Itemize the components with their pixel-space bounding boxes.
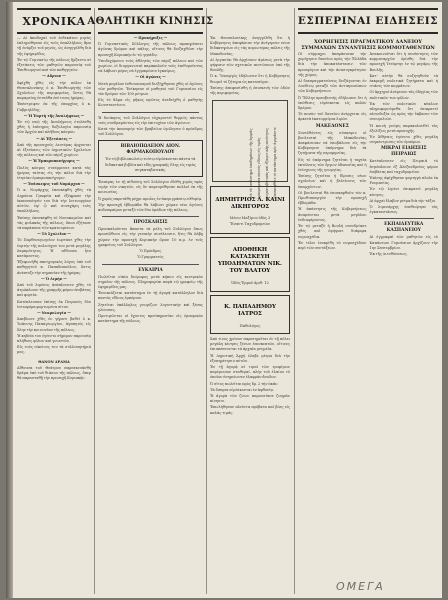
advertisement-doctor: Κ. ΠΑΠΑΔΗΜΟΥ ΙΑΤΡΟΣ Παθολόγος bbox=[210, 295, 290, 334]
divider bbox=[102, 112, 199, 113]
column-footer-title: ΘΑΝΟΝ ΔΡΑΜΑ bbox=[38, 359, 70, 364]
article-left-column: Οἱ σύμμαχοι ἀπεφάσισαν τὴν χορήγησιν δανείου πρὸς τὴν Ἑλλάδα διὰ τὴν ἀποκατάστασιν τῶν προσφύγων καὶ τὴν ἀνασυγκρότησιν τῆς χώρας. Αἱ διαπραγματεύσεις διεξάγονται ἐν Λονδίνῳ μεταξὺ τῶν ἀντιπροσώπων τῶν Κυβερνήσεων. Ὁ Ἕλλην πρεσβευτὴς ἐδήλωσεν ὅτι ἡ ὑπόθεσις εὑρίσκεται εἰς καλὸν δρόμον. Τὸ ποσὸν τοῦ δανείου ἀνέρχεται εἰς ἀρκετὰ ἑκατομμύρια λιρῶν. ΜΑΚΕΔΟΝΕΣ Συνελθόντες εἰς σύσκεψιν οἱ βουλευταὶ τῆς Μακεδονίας ἀπεφάσισαν νὰ ὑποβάλουν εἰς τὴν Κυβέρνησιν ὑπόμνημα διὰ τὰ ζητήματα τῆς περιφερείας. Εἰς τὸ ὑπόμνημα ζητεῖται ἡ ταχεῖα ἐκτέλεσις τῶν ἔργων ὀδοποιΐας καὶ ἡ ἐνίσχυσις τῆς γεωργίας. Ἐπίσης ζητεῖται ἡ ἵδρυσις νέων σχολείων καὶ ἡ βελτίωσις τῶν ὑπαρχόντων. Οἱ βουλευταὶ θὰ ἐπισκεφθοῦν τὸν κ. Πρωθυπουργὸν τὴν προσεχῆ ἑβδομάδα. Ἡ ἀπάντησις τῆς Κυβερνήσεως ἀναμένεται μετὰ μεγάλου ἐνδιαφέροντος. Ἐν τῷ μεταξὺ ἡ Βουλὴ συνεδρίασε χθὲς καὶ ἐψήφισε διάφορα νομοσχέδια. Ἐν τέλει ἐνεκρίθη τὸ νομοσχέδιον περὶ τῶν συντάξεων. bbox=[298, 52, 367, 250]
column-evening-news bbox=[298, 36, 438, 592]
archive-stamp: ΟΜΕΓΑ bbox=[336, 580, 385, 593]
ad-title: ΒΙΒΛΙΟΠΩΛΕΙΟΝ ΔΙΟΝ. ΦΑΡΜΑΚΟΠΟΥΛΟΥ bbox=[120, 144, 181, 156]
section-subheading: ΜΙΚΡΑΙ ΕΙΔΗΣΕΙΣ ΠΕΙΡΑΙΩΣ bbox=[380, 146, 427, 158]
section-header-sports: ΑΘΛΗΤΙΚΗ ΚΙΝΗΣΙΣ bbox=[98, 8, 203, 34]
page-spine bbox=[6, 2, 13, 598]
divider bbox=[102, 264, 199, 265]
section-header-evening-news: ΕΣΠΕΡΙΝΑΙ ΕΙΔΗΣΕΙΣ bbox=[298, 8, 438, 34]
shoe-store-name: ΑΠΟΘΗΚΗ ΚΑΤΑΣΚΕΥΗ ΥΠΟΔΗΜΑΤΩΝ ΝΙΚ. ΤΟΥ ΒΛΑΤΟΥ bbox=[218, 247, 282, 275]
invitation-heading: ΠΡΟΣΚΛΗΣΙΣ bbox=[133, 220, 168, 226]
advertisement-bookshop: ΒΙΒΛΙΟΠΩΛΕΙΟΝ ΔΙΟΝ. ΦΑΡΜΑΚΟΠΟΥΛΟΥ Ἐν τῷ βιβλιοπωλείῳ τούτῳ εὑρίσκονται πάντα τὰ διδακτικὰ βιβλία καὶ εἴδη γραφικῆς ὕλης εἰς τιμὰς συγκαταβατικάς. bbox=[98, 140, 203, 177]
opportunity-heading: ΕΥΚΑΙΡΙΑ bbox=[138, 267, 163, 273]
column-sports: — Προκήρυξις — Ὁ Γυμναστικὸς Σύλλογος τῆς πόλεως προκηρύσσει ἀγῶνας δρόμου καὶ πάλης, οἵτινες θὰ διεξαχθῶσι τὴν προσεχῆ Κυριακὴν ἐν τῷ γηπέδῳ. Ὑποδεχόμενοι τοὺς ἀθλητὰς τῶν πέριξ πόλεων καὶ τῶν χωρίων, οἱ διοργανωταὶ παρακαλοῦν τοὺς ἐπιθυμοῦντας νὰ λάβωσι μέρος νὰ ἐγγραφῶσιν ἐγκαίρως. — Οἱ ἀγῶνες — Μετὰ μεγάλου ἐνθουσιασμοῦ διεξήχθησαν χθὲς οἱ ἀγῶνες τῶν μαθητῶν. Ἐνίκησαν οἱ μαθηταὶ τοῦ Γυμνασίου εἰς τὸν δρόμον τῶν 100 μέτρων. Εἰς τὸ ἅλμα εἰς μῆκος πρῶτος ἀνεδείχθη ὁ μαθητὴς Κωνσταντίνου. Ἡ διοίκησις τοῦ Συλλόγου εὐχαριστεῖ θερμῶς πάντας τοὺς συνδραμόντας εἰς τὴν ἐπιτυχίαν τῶν ἀγώνων. Κατὰ τὴν ἀπονομὴν τῶν βραβείων ὡμίλησεν ὁ πρόεδρος τοῦ Συλλόγου. ΒΙΒΛΙΟΠΩΛΕΙΟΝ ΔΙΟΝ. ΦΑΡΜΑΚΟΠΟΥΛΟΥ Ἐν τῷ βιβλιοπωλείῳ τούτῳ εὑρίσκονται πάντα τὰ διδακτικὰ βιβλία καὶ εἴδη γραφικῆς ὕλης εἰς τιμὰς συγκαταβατικάς. Ἐσπέρας ἐν τῇ αἰθούσῃ τοῦ Συλλόγου ἐδόθη χορὸς πρὸς τιμὴν τῶν νικητῶν, εἰς ὃν παρευρέθησαν πολλοὶ ἐκ τῆς κοινωνίας. Ὁ χορὸς παρετάθη μέχρι πρωΐας ἐν ἀπεριγράπτῳ εὐθυμίᾳ. Τὴν προσεχῆ ἑβδομάδα θὰ λάβωσι χώραν νέοι ἀγῶνες ποδοσφαίρου μεταξὺ τῶν δύο ὁμάδων τῆς πόλεως. ΠΡΟΣΚΛΗΣΙΣ Προσκαλοῦνται ἅπαντα τὰ μέλη τοῦ Συλλόγου ὅπως προσέλθωσι εἰς τὴν γενικὴν συνέλευσιν, ἥτις θὰ λάβῃ χώραν τὴν προσεχῆ Κυριακὴν ὥραν 10 π.μ. ἐν τοῖς γραφείοις τοῦ Συλλόγου. Ὁ Πρόεδρος Ὁ Γραμματεὺς ΕΥΚΑΙΡΙΑ Πωλεῖται οἰκία διώροφος μετὰ κήπου εἰς κεντρικὸν σημεῖον τῆς πόλεως. Πληροφορίαι παρὰ τῷ γραφείῳ τῆς ἐφημερίδος μας. Ἐνοικιάζεται κατάστημα ἐν τῇ ἀγορᾷ κατάλληλον διὰ παντὸς εἴδους ἐμπόριον. Ζητεῖται ὑπάλληλος γνωρίζων λογιστικὴν καὶ ξένας γλώσσας. Προτιμῶνται οἱ ἔχοντες προϋπηρεσίαν εἰς ἐμπορικὸν κατάστημα τῆς πόλεως. bbox=[98, 36, 204, 324]
section-header-chronika: ΧΡΟΝΙΚΑ bbox=[17, 8, 91, 34]
section-subheading: ΜΑΚΕΔΟΝΕΣ bbox=[315, 123, 349, 129]
column-divider bbox=[94, 8, 95, 594]
doctor-name: Κ. ΠΑΠΑΔΗΜΟΥ ΙΑΤΡΟΣ bbox=[224, 304, 276, 318]
column-advertisements: Ἐκ Θεσσαλονίκης ἀνηγγέλθη ὅτι ἡ Κυβέρνησις ἀπεφάσισε τὴν ἀνέγερσιν νέων διδακτηρίων εἰς τὰς κυριωτέρας πόλεις τῆς Μακεδονίας. Αἱ ἐργασίαι θὰ ἀρχίσουν ἀμέσως μετὰ τὴν ψήφισιν τῶν σχετικῶν πιστώσεων ὑπὸ τῆς Βουλῆς. Ὁ κ. Ὑπουργὸς ἐδήλωσεν ὅτι ἡ Κυβέρνησις θεωρεῖ τὸ ζήτημα ὡς κατεπεῖγον. Ἐπίσης ἀπεφασίσθη ἡ ἐπισκευὴ τῶν ὁδῶν τῆς περιφερείας. Διὰ τὰ κατάστημα ὑποδημάτων τῆς ἀγορᾶς ἐμπορεύματα παντὸς εἴδους εἰς τιμὰς συγκαταβατικὰς καὶ ἐξαιρετικῆς ποιότητος Ἐπισκεφθῆτε τὸ κατάστημα πρὶν ἀγοράσετε ΔΗΜΗΤΡΙΟΣ Λ. ΚΑΙΝΙ ΔΙΚΗΓΟΡΟΣ Μέσω Μαξίμου ὁδὸς 3 Ἔναντι Ταχυδρομείου ΑΠΟΘΗΚΗ ΚΑΤΑΣΚΕΥΗ ΥΠΟΔΗΜΑΤΩΝ ΝΙΚ. ΤΟΥ ΒΛΑΤΟΥ Ὁδὸς Ἑρμοῦ ἀριθ. 12 Κ. ΠΑΠΑΔΗΜΟΥ ΙΑΤΡΟΣ Παθολόγος Ἀπὸ τινος χρόνου παρατηρεῖται ἐν τῇ πόλει μεγάλη κίνησις ξένων ἐπισκεπτῶν, οἵτινες ἐπισκέπτονται τὰ ἀρχαῖα μνημεῖα. Ἡ Δημοτικὴ Ἀρχὴ ἐλαβε μέτρα διὰ τὴν ἐξυπηρέτησιν αὐτῶν. Ἐν τῇ ἀγορᾷ αἱ τιμαὶ τῶν τροφίμων παρέμειναν σταθεραί, πλὴν τοῦ ἐλαίου τὸ ὁποῖον ἐσημείωσεν ἐλαφρὰν ἄνοδον. Ὁ σῖτος πωλεῖται πρὸς δρ. 2 τὴν ὀκᾶν. Τὰ ὄσπρια εὑρίσκονται ἐν ἀφθονίᾳ. Ἡ ἀγορὰ τῶν ζώων παρουσίασε ζωηρὰν κίνησιν. Ἐπωλήθησαν πλεῖστα πρόβατα καὶ βόες εἰς καλὰς τιμάς. bbox=[210, 36, 290, 415]
advertisement-lawyer: ΔΗΜΗΤΡΙΟΣ Λ. ΚΑΙΝΙ ΔΙΚΗΓΟΡΟΣ Μέσω Μαξίμου ὁδὸς 3 Ἔναντι Ταχυδρομείου bbox=[210, 186, 290, 233]
divider bbox=[102, 216, 199, 217]
section-subheading: ΕΚΠΑΙΔΕΥΤΙΚΑ ΚΑΣΠΑΝΕΙΟΥ bbox=[384, 222, 424, 234]
lawyer-name: ΔΗΜΗΤΡΙΟΣ Λ. ΚΑΙΝΙ ΔΙΚΗΓΟΡΟΣ bbox=[215, 196, 285, 210]
column-chronika: — Αἱ ἀποδοχαὶ τοῦ ἐνδεκάτου μηνὸς ἐπληρώθησαν εἰς τοὺς ὑπαλλήλους ἅμα τῇ ἐνάρξει τοῦ μηνός, ὡς ἀνηγγέλθη διὰ τῆς ἐφημερίδος. Ἐν τῷ Γυμνασίῳ τῆς πόλεως ἤρξαντο αἱ ἐξετάσεις τῶν μαθητῶν παρουσίᾳ τοῦ Ἐπιθεωρητοῦ καὶ τῶν καθηγητῶν. — Αὔριον — Ἀφίχθη χθὲς εἰς τὴν πόλιν ἐκ Θεσσαλονίκης ὁ κ. Ἐπιθεωρητὴς τῶν Σχολείων τῆς περιφερείας, ὅστις θὰ παραμείνῃ ἐνταῦθα ἐπί τινας ἡμέρας. Ἐπέστρεψεν ἐκ τῆς ἐπαρχίας ὁ κ. Γαβριηλίδης. — Ἡ Ἐορτὴ τῆς Ἀναλήψεως — Ἐν τῷ ναῷ τῆς Ἀναλήψεως ἐτελέσθη χθὲς ἡ ἐπίσημος δοξολογία παρουσίᾳ τῶν Ἀρχῶν καὶ πλήθους κόσμου. — Αἱ Ἐξετάσεις — Ἀπὸ τῆς προσεχοῦς Δευτέρας ἀρχονται αἱ ἐξετάσεις τῶν Δημοτικῶν Σχολείων τῆς πόλεως καὶ τῶν πέριξ χωρίων. — Ἡ Ἐμποροπανήγυρις — Πολὺς κόσμος συνέρρευσε κατὰ τὰς ἡμέρας ταύτας εἰς τὴν πόλιν διὰ τὴν ἐτησίαν ἐμποροπανήγυριν. — Ἐπίσκεψις τοῦ Νομάρχου — Ὁ κ. Νομάρχης ἐπεσκέφθη χθὲς τὰ Δημόσια Γραφεῖα καὶ ἐξέφρασε τὴν ἱκανοποίησίν του διὰ τὴν λειτουργίαν αὐτῶν, ἐφ' ᾧ καὶ συνεχάρη τοὺς ὑπαλλήλους. Ἐπίσης ἐπεσκέφθη τὸ Νοσοκομεῖον καὶ τὰς φυλακὰς τῆς πόλεως, ὅπου ἐξήτασε τὰ παράπονα τῶν κρατουμένων. — Τὸ Σχολεῖον — Τὸ Παρθεναγωγεῖον ἐωρτάσε χθὲς τὴν ἑορτὴν τῆς πολιούχου του μετὰ μεγάλης λαμπρότητος. Ἡ αἴθουσα ἦτο κατάμεστος. Ἐξεφωνήθη πανηγυρικὸς λόγος ὑπὸ τοῦ καθηγητοῦ κ. Παπαδοπούλου, ὅστις ἀνέπτυξε τὴν σημασίαν τῆς ἡμέρας. — Ὁ Λιμήν — Ἀπὸ τοῦ λιμένος ἀπέπλευσεν χθὲς τὸ ἀτμόπλοιον τῆς γραμμῆς φέρον ἐπιβάτας καὶ φορτία. Κατέπλευσαν ἐπίσης ἐκ Πειραιῶς δύο ἱστιοφόρα φορτωμένα σίτον. — Νεκρολογία — Ἀπεβίωσε χθὲς ἐν γήρατι βαθεῖ ὁ κ. Ἰωάννης Παπαγεωργίου, ἀγαπητὸς εἰς ὅλην τὴν κοινωνίαν τῆς πόλεως. Ἡ κηδεία του ἐγένετο σήμερον παρουσίᾳ πλήθους φίλων καὶ γνωστῶν. Εἰς τοὺς οἰκείους του τὰ συλλυπητήριά μας. ΘΑΝΟΝ ΔΡΑΜΑ Αἴθουσα τοῦ Θεάτρου παρεσκευάσθη δρᾶμα ὑπὸ τοῦ θιάσου τῆς πόλεως, ὅπερ θὰ παρασταθῇ τὴν προσεχῆ Κυριακήν. bbox=[17, 36, 91, 381]
column-divider bbox=[206, 8, 207, 594]
divider bbox=[374, 218, 435, 219]
article-right-column: Ἀνακοινοῦται ὅτι ἡ συνάντησις τῶν κομματαρχῶν ὁρίσθη διὰ τὴν προσεχῆ Τετάρτην ἐν τῷ μεγάρῳ τῆς Βουλῆς. Κατ' αὐτὴν θὰ συζητηθοῦν τὰ ἐκκρεμῆ πολιτικὰ ζητήματα καὶ ἡ στάσις τῶν κομμάτων. Οἱ ἀρχηγοὶ ἀνέμενον τὰς ὁδηγίας τῶν πολιτικῶν των φίλων. Ἐκ τῶν πολιτικῶν κύκλων πληροφορούμεθα ὅτι ἐπικρατεῖ αἰσιοδοξία ὡς πρὸς τὴν ἔκβασιν τῶν συνομιλιῶν. Ἡ κοινὴ γνώμη παρακολουθεῖ τὰς ἐξελίξεις μετὰ προσοχῆς. Ἐν Ἀθήναις ἐγένετο χθὲς μεγάλη συγκέντρωσις τῶν ἐμπόρων. ΜΙΚΡΑΙ ΕΙΔΗΣΕΙΣ ΠΕΙΡΑΙΩΣ Κατέπλευσεν εἰς Πειραιᾶ τὸ ἀτμόπλοιον ἐξ Ἀλεξανδρείας φέρον ἐπιβάτας καὶ ταχυδρομεῖον. Ἐπίσης ἀφίχθησαν φορτηγὰ πλοῖα ἐκ Ρουμανίας. Ἐν τῷ λιμένι ἐπικρατεῖ μεγάλη κίνησις. Αἱ ἀρχαὶ ἔλαβον μέτρα διὰ τὴν τάξιν. Ὁ λιμενάρχης ἐπεθεώρησε τὰς ἐγκαταστάσεις. ΕΚΠΑΙΔΕΥΤΙΚΑ ΚΑΣΠΑΝΕΙΟΥ Αἱ ἐγγραφαὶ τῶν μαθητῶν εἰς τὸ Καπάνειον Γυμνάσιον ἀρχίζουν τὴν 1ην Σεπτεμβρίου. Ἐκ τῆς Διευθύνσεως. bbox=[369, 52, 438, 257]
article-title: ΧΟΡΗΓΗΣΙΣ ΠΡΑΓΜΑΤΙΚΟΥ ΔΑΝΕΙΟΥ ΣΥΜΜΑΧΩΝ ΣΥΝΑΝΤΗΣΙΣ ΚΟΜΜΟΤΑΘΕΝΤΩΝ bbox=[301, 39, 435, 51]
newspaper-page bbox=[6, 2, 442, 598]
advertisement-shoe-store: ΑΠΟΘΗΚΗ ΚΑΤΑΣΚΕΥΗ ΥΠΟΔΗΜΑΤΩΝ ΝΙΚ. ΤΟΥ ΒΛΑΤΟΥ Ὁδὸς Ἑρμοῦ ἀριθ. 12 bbox=[210, 237, 290, 292]
rotated-advertisement: Διὰ τὰ κατάστημα ὑποδημάτων τῆς ἀγορᾶς ἐμπορεύματα παντὸς εἴδους εἰς τιμὰς συγκαταβατικὰς καὶ ἐξαιρετικῆς ποιότητος Ἐπισκεφθῆτε τὸ κατάστημα πρὶν ἀγοράσετε bbox=[212, 100, 288, 182]
column-divider bbox=[294, 8, 295, 594]
